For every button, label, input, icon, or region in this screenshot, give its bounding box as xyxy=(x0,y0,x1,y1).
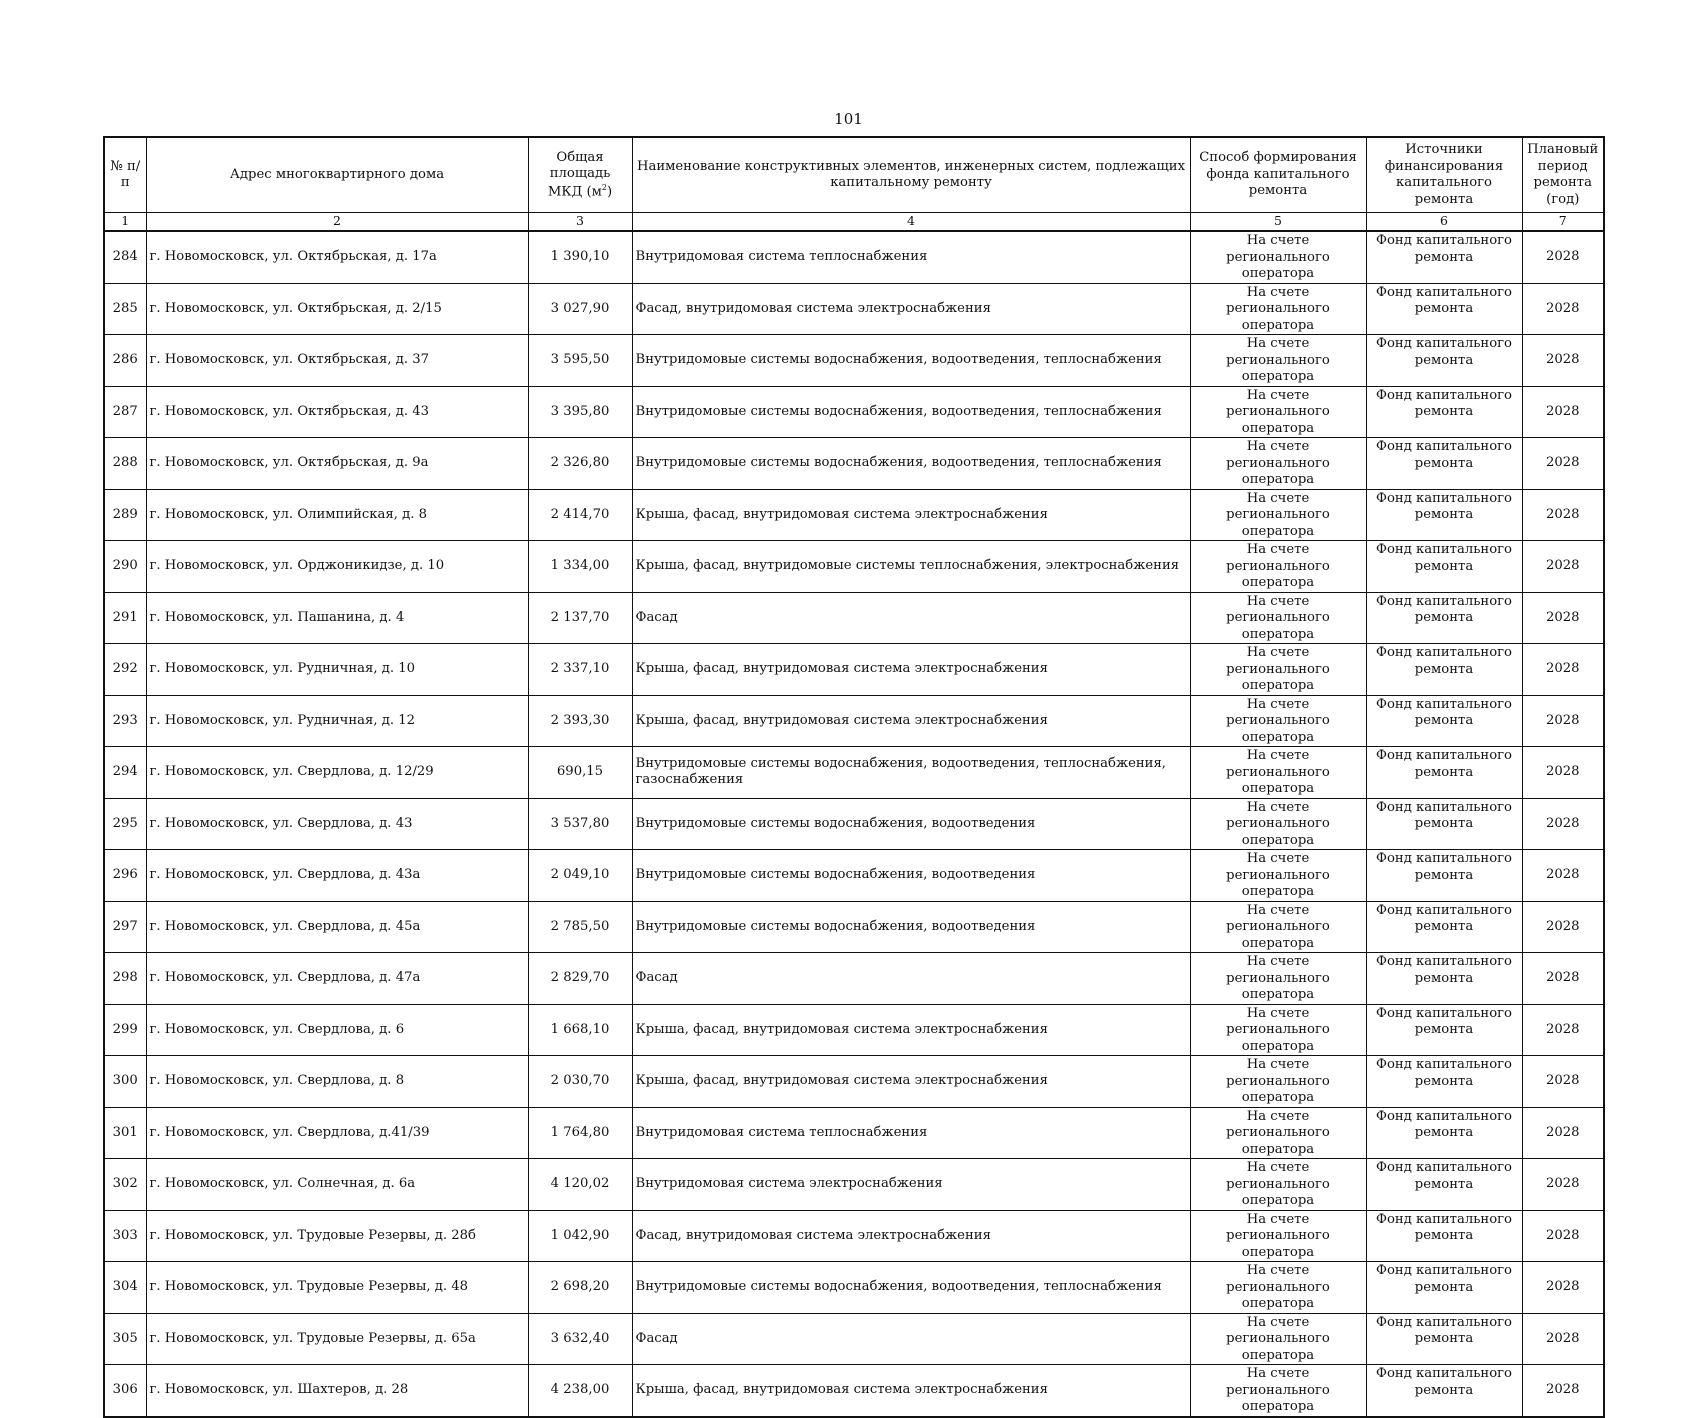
source-cell: Фонд капитального ремонта xyxy=(1366,592,1522,644)
row-number: 298 xyxy=(104,953,146,1005)
method-cell: На счете регионального оператора xyxy=(1190,1210,1366,1262)
area-cell: 1 042,90 xyxy=(528,1210,632,1262)
column-number: 6 xyxy=(1366,213,1522,232)
elements-cell: Крыша, фасад, внутридомовая система электроснабжения xyxy=(632,1004,1190,1056)
source-cell: Фонд капитального ремонта xyxy=(1366,1313,1522,1365)
row-number: 304 xyxy=(104,1262,146,1314)
method-cell: На счете регионального оператора xyxy=(1190,1107,1366,1159)
header-address: Адрес многоквартирного дома xyxy=(146,137,528,213)
elements-cell: Внутридомовые системы водоснабжения, водоотведения xyxy=(632,850,1190,902)
source-cell: Фонд капитального ремонта xyxy=(1366,850,1522,902)
table-row xyxy=(104,1210,1604,1262)
source-cell: Фонд капитального ремонта xyxy=(1366,747,1522,799)
year-cell: 2028 xyxy=(1522,1210,1604,1262)
table-row xyxy=(104,1159,1604,1211)
year-cell: 2028 xyxy=(1522,386,1604,438)
table-row xyxy=(104,1365,1604,1417)
year-cell: 2028 xyxy=(1522,1262,1604,1314)
method-cell: На счете регионального оператора xyxy=(1190,1004,1366,1056)
table-row xyxy=(104,850,1604,902)
elements-cell: Внутридомовые системы водоснабжения, водоотведения, теплоснабжения xyxy=(632,1262,1190,1314)
year-cell: 2028 xyxy=(1522,541,1604,593)
area-cell: 2 698,20 xyxy=(528,1262,632,1314)
method-cell: На счете регионального оператора xyxy=(1190,541,1366,593)
address-cell: г. Новомосковск, ул. Свердлова, д. 12/29 xyxy=(146,747,528,799)
row-number: 292 xyxy=(104,644,146,696)
method-cell: На счете регионального оператора xyxy=(1190,438,1366,490)
elements-cell: Внутридомовые системы водоснабжения, водоотведения, теплоснабжения, газоснабжения xyxy=(632,747,1190,799)
area-cell: 3 027,90 xyxy=(528,283,632,335)
method-cell: На счете регионального оператора xyxy=(1190,1056,1366,1108)
row-number: 288 xyxy=(104,438,146,490)
method-cell: На счете регионального оператора xyxy=(1190,335,1366,387)
elements-cell: Внутридомовые системы водоснабжения, водоотведения xyxy=(632,798,1190,850)
elements-cell: Фасад xyxy=(632,953,1190,1005)
address-cell: г. Новомосковск, ул. Солнечная, д. 6а xyxy=(146,1159,528,1211)
method-cell: На счете регионального оператора xyxy=(1190,592,1366,644)
source-cell: Фонд капитального ремонта xyxy=(1366,283,1522,335)
elements-cell: Крыша, фасад, внутридомовая система электроснабжения xyxy=(632,1365,1190,1417)
table-row xyxy=(104,747,1604,799)
year-cell: 2028 xyxy=(1522,901,1604,953)
row-number: 287 xyxy=(104,386,146,438)
area-cell: 2 393,30 xyxy=(528,695,632,747)
elements-cell: Фасад xyxy=(632,592,1190,644)
area-cell: 1 764,80 xyxy=(528,1107,632,1159)
source-cell: Фонд капитального ремонта xyxy=(1366,1056,1522,1108)
elements-cell: Крыша, фасад, внутридомовые системы теплоснабжения, электроснабжения xyxy=(632,541,1190,593)
area-cell: 3 632,40 xyxy=(528,1313,632,1365)
source-cell: Фонд капитального ремонта xyxy=(1366,1159,1522,1211)
source-cell: Фонд капитального ремонта xyxy=(1366,1210,1522,1262)
source-cell: Фонд капитального ремонта xyxy=(1366,798,1522,850)
area-cell: 2 829,70 xyxy=(528,953,632,1005)
elements-cell: Внутридомовые системы водоснабжения, водоотведения, теплоснабжения xyxy=(632,335,1190,387)
method-cell: На счете регионального оператора xyxy=(1190,1365,1366,1417)
table-row xyxy=(104,231,1604,283)
table-row xyxy=(104,386,1604,438)
address-cell: г. Новомосковск, ул. Октябрьская, д. 2/15 xyxy=(146,283,528,335)
year-cell: 2028 xyxy=(1522,850,1604,902)
table-row xyxy=(104,644,1604,696)
elements-cell: Внутридомовые системы водоснабжения, водоотведения, теплоснабжения xyxy=(632,438,1190,490)
address-cell: г. Новомосковск, ул. Свердлова, д. 47а xyxy=(146,953,528,1005)
year-cell: 2028 xyxy=(1522,695,1604,747)
table-row xyxy=(104,1004,1604,1056)
address-cell: г. Новомосковск, ул. Октябрьская, д. 37 xyxy=(146,335,528,387)
year-cell: 2028 xyxy=(1522,592,1604,644)
elements-cell: Внутридомовая система теплоснабжения xyxy=(632,1107,1190,1159)
elements-cell: Крыша, фасад, внутридомовая система электроснабжения xyxy=(632,1056,1190,1108)
column-number: 3 xyxy=(528,213,632,232)
row-number: 291 xyxy=(104,592,146,644)
address-cell: г. Новомосковск, ул. Рудничная, д. 12 xyxy=(146,695,528,747)
source-cell: Фонд капитального ремонта xyxy=(1366,1365,1522,1417)
address-cell: г. Новомосковск, ул. Трудовые Резервы, д. 65а xyxy=(146,1313,528,1365)
year-cell: 2028 xyxy=(1522,1365,1604,1417)
address-cell: г. Новомосковск, ул. Орджоникидзе, д. 10 xyxy=(146,541,528,593)
row-number: 295 xyxy=(104,798,146,850)
table-row xyxy=(104,1107,1604,1159)
address-cell: г. Новомосковск, ул. Олимпийская, д. 8 xyxy=(146,489,528,541)
table-row xyxy=(104,1313,1604,1365)
repair-table xyxy=(103,136,1605,1418)
row-number: 297 xyxy=(104,901,146,953)
header-area-sup: 2 xyxy=(601,182,607,192)
table-row xyxy=(104,1262,1604,1314)
address-cell: г. Новомосковск, ул. Свердлова, д. 43а xyxy=(146,850,528,902)
row-number: 289 xyxy=(104,489,146,541)
year-cell: 2028 xyxy=(1522,1056,1604,1108)
year-cell: 2028 xyxy=(1522,747,1604,799)
method-cell: На счете регионального оператора xyxy=(1190,489,1366,541)
table-row xyxy=(104,541,1604,593)
table-row xyxy=(104,953,1604,1005)
row-number: 294 xyxy=(104,747,146,799)
area-cell: 2 326,80 xyxy=(528,438,632,490)
address-cell: г. Новомосковск, ул. Рудничная, д. 10 xyxy=(146,644,528,696)
column-number-row xyxy=(104,213,1604,232)
elements-cell: Внутридомовая система теплоснабжения xyxy=(632,231,1190,283)
row-number: 285 xyxy=(104,283,146,335)
year-cell: 2028 xyxy=(1522,798,1604,850)
area-cell: 2 049,10 xyxy=(528,850,632,902)
row-number: 284 xyxy=(104,231,146,283)
address-cell: г. Новомосковск, ул. Октябрьская, д. 9а xyxy=(146,438,528,490)
row-number: 306 xyxy=(104,1365,146,1417)
year-cell: 2028 xyxy=(1522,438,1604,490)
method-cell: На счете регионального оператора xyxy=(1190,901,1366,953)
source-cell: Фонд капитального ремонта xyxy=(1366,438,1522,490)
table-row xyxy=(104,1056,1604,1108)
source-cell: Фонд капитального ремонта xyxy=(1366,695,1522,747)
method-cell: На счете регионального оператора xyxy=(1190,953,1366,1005)
year-cell: 2028 xyxy=(1522,283,1604,335)
year-cell: 2028 xyxy=(1522,1159,1604,1211)
address-cell: г. Новомосковск, ул. Пашанина, д. 4 xyxy=(146,592,528,644)
table-row xyxy=(104,438,1604,490)
row-number: 299 xyxy=(104,1004,146,1056)
table-row xyxy=(104,335,1604,387)
row-number: 301 xyxy=(104,1107,146,1159)
elements-cell: Крыша, фасад, внутридомовая система электроснабжения xyxy=(632,644,1190,696)
column-number: 4 xyxy=(632,213,1190,232)
page-number: 101 xyxy=(834,110,863,128)
table-row xyxy=(104,798,1604,850)
area-cell: 2 337,10 xyxy=(528,644,632,696)
row-number: 286 xyxy=(104,335,146,387)
header-area-text: Общая площадь МКД (м xyxy=(547,149,611,199)
year-cell: 2028 xyxy=(1522,644,1604,696)
method-cell: На счете регионального оператора xyxy=(1190,283,1366,335)
address-cell: г. Новомосковск, ул. Свердлова, д. 8 xyxy=(146,1056,528,1108)
header-area-end: ) xyxy=(606,183,613,199)
method-cell: На счете регионального оператора xyxy=(1190,1262,1366,1314)
year-cell: 2028 xyxy=(1522,489,1604,541)
source-cell: Фонд капитального ремонта xyxy=(1366,489,1522,541)
area-cell: 1 390,10 xyxy=(528,231,632,283)
area-cell: 1 334,00 xyxy=(528,541,632,593)
address-cell: г. Новомосковск, ул. Трудовые Резервы, д. 48 xyxy=(146,1262,528,1314)
row-number: 302 xyxy=(104,1159,146,1211)
source-cell: Фонд капитального ремонта xyxy=(1366,541,1522,593)
area-cell: 2 030,70 xyxy=(528,1056,632,1108)
header-source: Источники финансирования капитального ремонта xyxy=(1366,137,1522,213)
source-cell: Фонд капитального ремонта xyxy=(1366,231,1522,283)
area-cell: 2 137,70 xyxy=(528,592,632,644)
source-cell: Фонд капитального ремонта xyxy=(1366,335,1522,387)
header-area xyxy=(528,137,632,213)
address-cell: г. Новомосковск, ул. Свердлова, д.41/39 xyxy=(146,1107,528,1159)
row-number: 305 xyxy=(104,1313,146,1365)
method-cell: На счете регионального оператора xyxy=(1190,231,1366,283)
source-cell: Фонд капитального ремонта xyxy=(1366,901,1522,953)
method-cell: На счете регионального оператора xyxy=(1190,695,1366,747)
area-cell: 3 595,50 xyxy=(528,335,632,387)
method-cell: На счете регионального оператора xyxy=(1190,850,1366,902)
elements-cell: Фасад, внутридомовая система электроснабжения xyxy=(632,1210,1190,1262)
area-cell: 2 785,50 xyxy=(528,901,632,953)
address-cell: г. Новомосковск, ул. Октябрьская, д. 17а xyxy=(146,231,528,283)
column-number: 1 xyxy=(104,213,146,232)
header-method: Способ формирования фонда капитального ремонта xyxy=(1190,137,1366,213)
address-cell: г. Новомосковск, ул. Октябрьская, д. 43 xyxy=(146,386,528,438)
elements-cell: Крыша, фасад, внутридомовая система электроснабжения xyxy=(632,695,1190,747)
header-elements: Наименование конструктивных элементов, инженерных систем, подлежащих капитальному ремонту xyxy=(632,137,1190,213)
year-cell: 2028 xyxy=(1522,1107,1604,1159)
method-cell: На счете регионального оператора xyxy=(1190,798,1366,850)
year-cell: 2028 xyxy=(1522,953,1604,1005)
column-number: 5 xyxy=(1190,213,1366,232)
method-cell: На счете регионального оператора xyxy=(1190,386,1366,438)
row-number: 300 xyxy=(104,1056,146,1108)
row-number: 296 xyxy=(104,850,146,902)
method-cell: На счете регионального оператора xyxy=(1190,644,1366,696)
header-period: Плановый период ремонта (год) xyxy=(1522,137,1604,213)
method-cell: На счете регионального оператора xyxy=(1190,1313,1366,1365)
area-cell: 3 395,80 xyxy=(528,386,632,438)
table-row xyxy=(104,695,1604,747)
address-cell: г. Новомосковск, ул. Свердлова, д. 45а xyxy=(146,901,528,953)
method-cell: На счете регионального оператора xyxy=(1190,1159,1366,1211)
elements-cell: Внутридомовые системы водоснабжения, водоотведения xyxy=(632,901,1190,953)
row-number: 293 xyxy=(104,695,146,747)
source-cell: Фонд капитального ремонта xyxy=(1366,1107,1522,1159)
table-row xyxy=(104,592,1604,644)
year-cell: 2028 xyxy=(1522,231,1604,283)
table-row xyxy=(104,489,1604,541)
table-body xyxy=(104,231,1604,1417)
source-cell: Фонд капитального ремонта xyxy=(1366,386,1522,438)
row-number: 303 xyxy=(104,1210,146,1262)
area-cell: 2 414,70 xyxy=(528,489,632,541)
address-cell: г. Новомосковск, ул. Трудовые Резервы, д. 28б xyxy=(146,1210,528,1262)
column-number: 7 xyxy=(1522,213,1604,232)
elements-cell: Внутридомовая система электроснабжения xyxy=(632,1159,1190,1211)
address-cell: г. Новомосковск, ул. Свердлова, д. 43 xyxy=(146,798,528,850)
area-cell: 4 120,02 xyxy=(528,1159,632,1211)
source-cell: Фонд капитального ремонта xyxy=(1366,1262,1522,1314)
year-cell: 2028 xyxy=(1522,1004,1604,1056)
elements-cell: Внутридомовые системы водоснабжения, водоотведения, теплоснабжения xyxy=(632,386,1190,438)
header-row xyxy=(104,137,1604,213)
area-cell: 690,15 xyxy=(528,747,632,799)
table-row xyxy=(104,283,1604,335)
area-cell: 3 537,80 xyxy=(528,798,632,850)
address-cell: г. Новомосковск, ул. Шахтеров, д. 28 xyxy=(146,1365,528,1417)
address-cell: г. Новомосковск, ул. Свердлова, д. 6 xyxy=(146,1004,528,1056)
area-cell: 4 238,00 xyxy=(528,1365,632,1417)
column-number: 2 xyxy=(146,213,528,232)
year-cell: 2028 xyxy=(1522,335,1604,387)
row-number: 290 xyxy=(104,541,146,593)
header-num: № п/п xyxy=(104,137,146,213)
table-row xyxy=(104,901,1604,953)
year-cell: 2028 xyxy=(1522,1313,1604,1365)
source-cell: Фонд капитального ремонта xyxy=(1366,953,1522,1005)
source-cell: Фонд капитального ремонта xyxy=(1366,644,1522,696)
elements-cell: Фасад xyxy=(632,1313,1190,1365)
elements-cell: Крыша, фасад, внутридомовая система электроснабжения xyxy=(632,489,1190,541)
area-cell: 1 668,10 xyxy=(528,1004,632,1056)
method-cell: На счете регионального оператора xyxy=(1190,747,1366,799)
elements-cell: Фасад, внутридомовая система электроснабжения xyxy=(632,283,1190,335)
source-cell: Фонд капитального ремонта xyxy=(1366,1004,1522,1056)
